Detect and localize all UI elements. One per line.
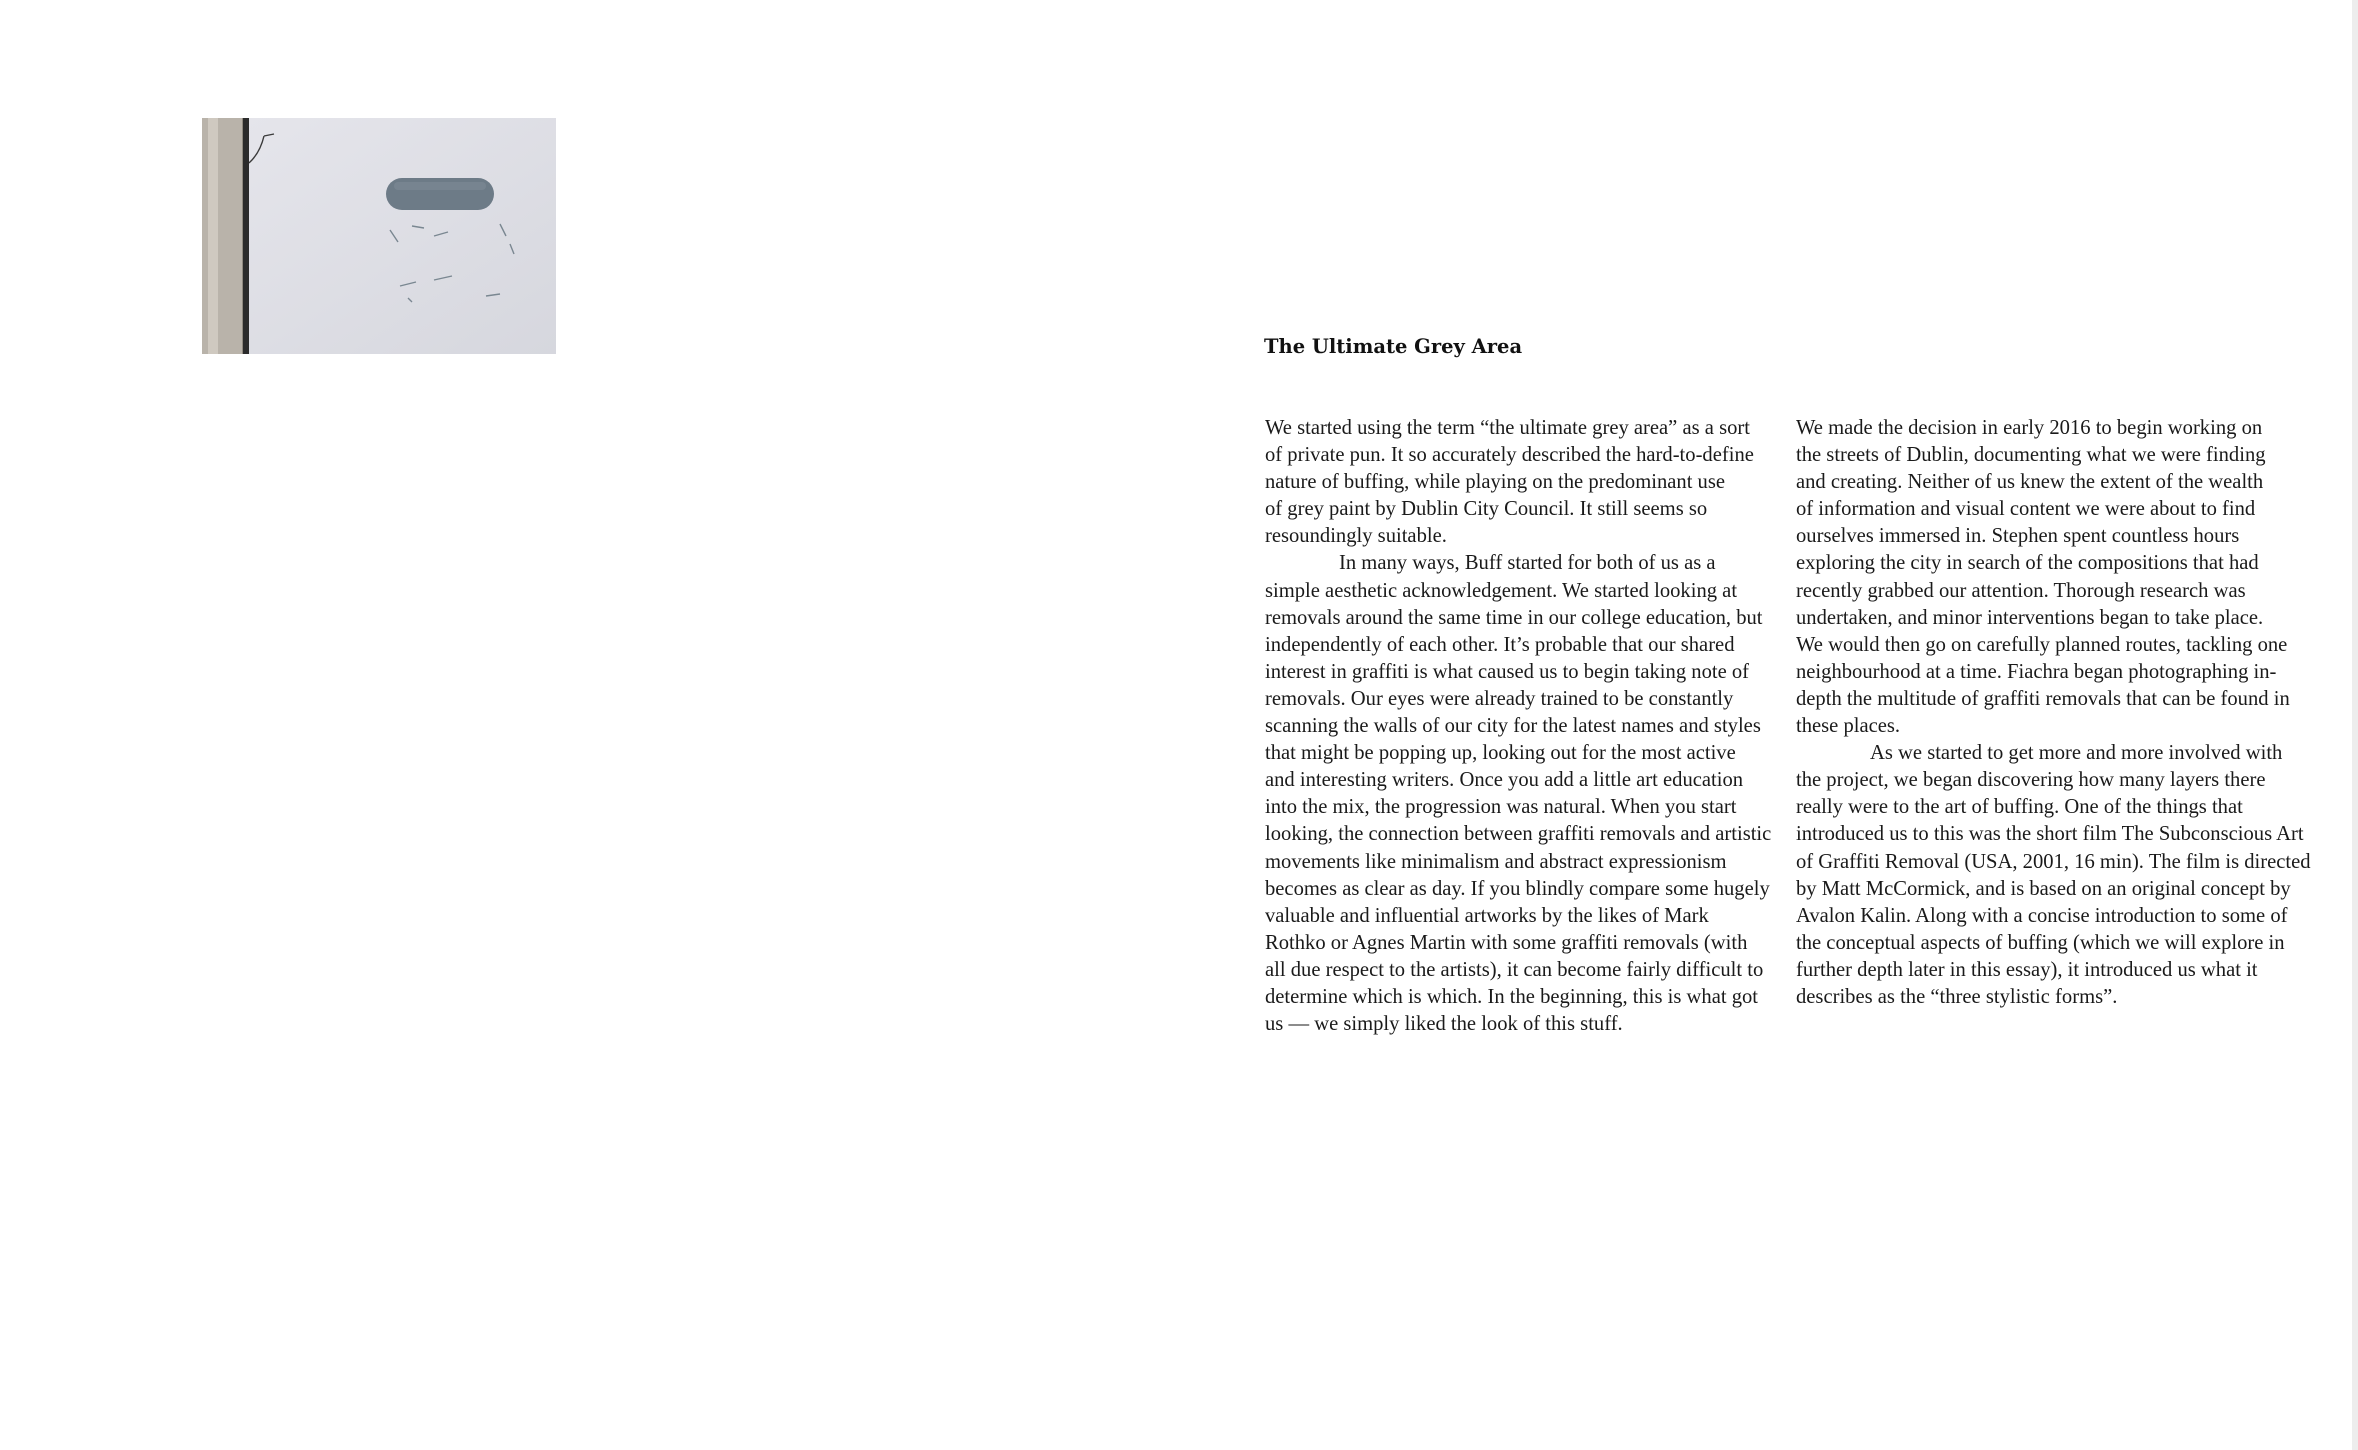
drain-pipe bbox=[243, 118, 249, 354]
text-line: of grey paint by Dublin City Council. It still seems so bbox=[1265, 498, 1708, 521]
text-line: Avalon Kalin. Along with a concise introduction to some of bbox=[1796, 904, 2288, 927]
text-line: nature of buffing, while playing on the predominant use bbox=[1265, 471, 1726, 494]
text-line: undertaken, and minor interventions began to take place. bbox=[1796, 606, 2264, 629]
text-line: We made the decision in early 2016 to begin working on bbox=[1796, 417, 2263, 439]
article-title: The Ultimate Grey Area bbox=[1264, 335, 1523, 358]
text-line: exploring the city in search of the compositions that had bbox=[1796, 552, 2259, 575]
text-line: introduced us to this was the short film The Subconscious Art bbox=[1796, 823, 2304, 846]
wall-surface bbox=[202, 118, 556, 354]
text-line: further depth later in this essay), it introduced us what it bbox=[1796, 958, 2258, 981]
wall-edge-highlight bbox=[208, 118, 218, 354]
paint-highlight bbox=[394, 182, 486, 190]
text-line: As we started to get more and more involved with bbox=[1870, 742, 2283, 765]
photo-illustration bbox=[202, 118, 556, 354]
text-line: depth the multitude of graffiti removals that can be found in bbox=[1796, 687, 2290, 710]
page-edge bbox=[2352, 0, 2358, 1450]
text-line: interest in graffiti is what caused us to begin taking note of bbox=[1265, 660, 1750, 683]
text-line: us — we simply liked the look of this stuff. bbox=[1265, 1013, 1623, 1036]
text-line: recently grabbed our attention. Thorough research was bbox=[1796, 579, 2246, 602]
text-line: scanning the walls of our city for the latest names and styles bbox=[1265, 715, 1761, 738]
text-line: these places. bbox=[1796, 715, 1901, 738]
text-line: of information and visual content we were about to find bbox=[1796, 498, 2256, 521]
text-line: of private pun. It so accurately described the hard-to-define bbox=[1265, 444, 1754, 467]
text-line: looking, the connection between graffiti removals and artistic bbox=[1265, 823, 1772, 846]
text-line: In many ways, Buff started for both of us as a bbox=[1339, 552, 1716, 575]
text-line: describes as the “three stylistic forms”. bbox=[1796, 985, 2118, 1008]
text-line: determine which is which. In the beginning, this is what got bbox=[1265, 985, 1759, 1008]
text-line: removals around the same time in our college education, but bbox=[1265, 606, 1763, 629]
text-line: of Graffiti Removal (USA, 2001, 16 min). The film is directed bbox=[1796, 850, 2311, 873]
buffed-wall-photo bbox=[202, 118, 556, 354]
text-line: We would then go on carefully planned routes, tackling one bbox=[1796, 633, 2288, 656]
text-line: movements like minimalism and abstract expressionism bbox=[1265, 850, 1727, 873]
text-column-right bbox=[1796, 415, 2311, 1011]
text-line: ourselves immersed in. Stephen spent countless hours bbox=[1796, 525, 2240, 548]
text-line: We started using the term “the ultimate grey area” as a sort bbox=[1265, 417, 1750, 439]
text-line: that might be popping up, looking out for the most active bbox=[1265, 742, 1736, 765]
text-line: the streets of Dublin, documenting what we were finding bbox=[1796, 444, 2266, 467]
text-line: into the mix, the progression was natural. When you start bbox=[1265, 796, 1737, 819]
text-line: and interesting writers. Once you add a little art education bbox=[1265, 769, 1744, 792]
text-line: the project, we began discovering how many layers there bbox=[1796, 769, 2266, 792]
text-line: valuable and influential artworks by the likes of Mark bbox=[1265, 904, 1709, 927]
text-line: really were to the art of buffing. One of the things that bbox=[1796, 796, 2243, 819]
text-line: simple aesthetic acknowledgement. We started looking at bbox=[1265, 579, 1738, 602]
text-line: by Matt McCormick, and is based on an original concept by bbox=[1796, 877, 2291, 900]
text-line: the conceptual aspects of buffing (which we will explore in bbox=[1796, 931, 2285, 954]
text-line: becomes as clear as day. If you blindly compare some hugely bbox=[1265, 877, 1770, 900]
text-line: Rothko or Agnes Martin with some graffiti removals (with bbox=[1265, 931, 1748, 954]
text-line: resoundingly suitable. bbox=[1265, 525, 1447, 548]
text-line: removals. Our eyes were already trained to be constantly bbox=[1265, 687, 1734, 710]
text-line: neighbourhood at a time. Fiachra began photographing in- bbox=[1796, 660, 2277, 683]
text-column-left bbox=[1265, 415, 1771, 1038]
text-line: all due respect to the artists), it can become fairly difficult to bbox=[1265, 958, 1764, 981]
text-line: independently of each other. It’s probable that our shared bbox=[1265, 633, 1735, 656]
text-line: and creating. Neither of us knew the extent of the wealth bbox=[1796, 471, 2264, 494]
